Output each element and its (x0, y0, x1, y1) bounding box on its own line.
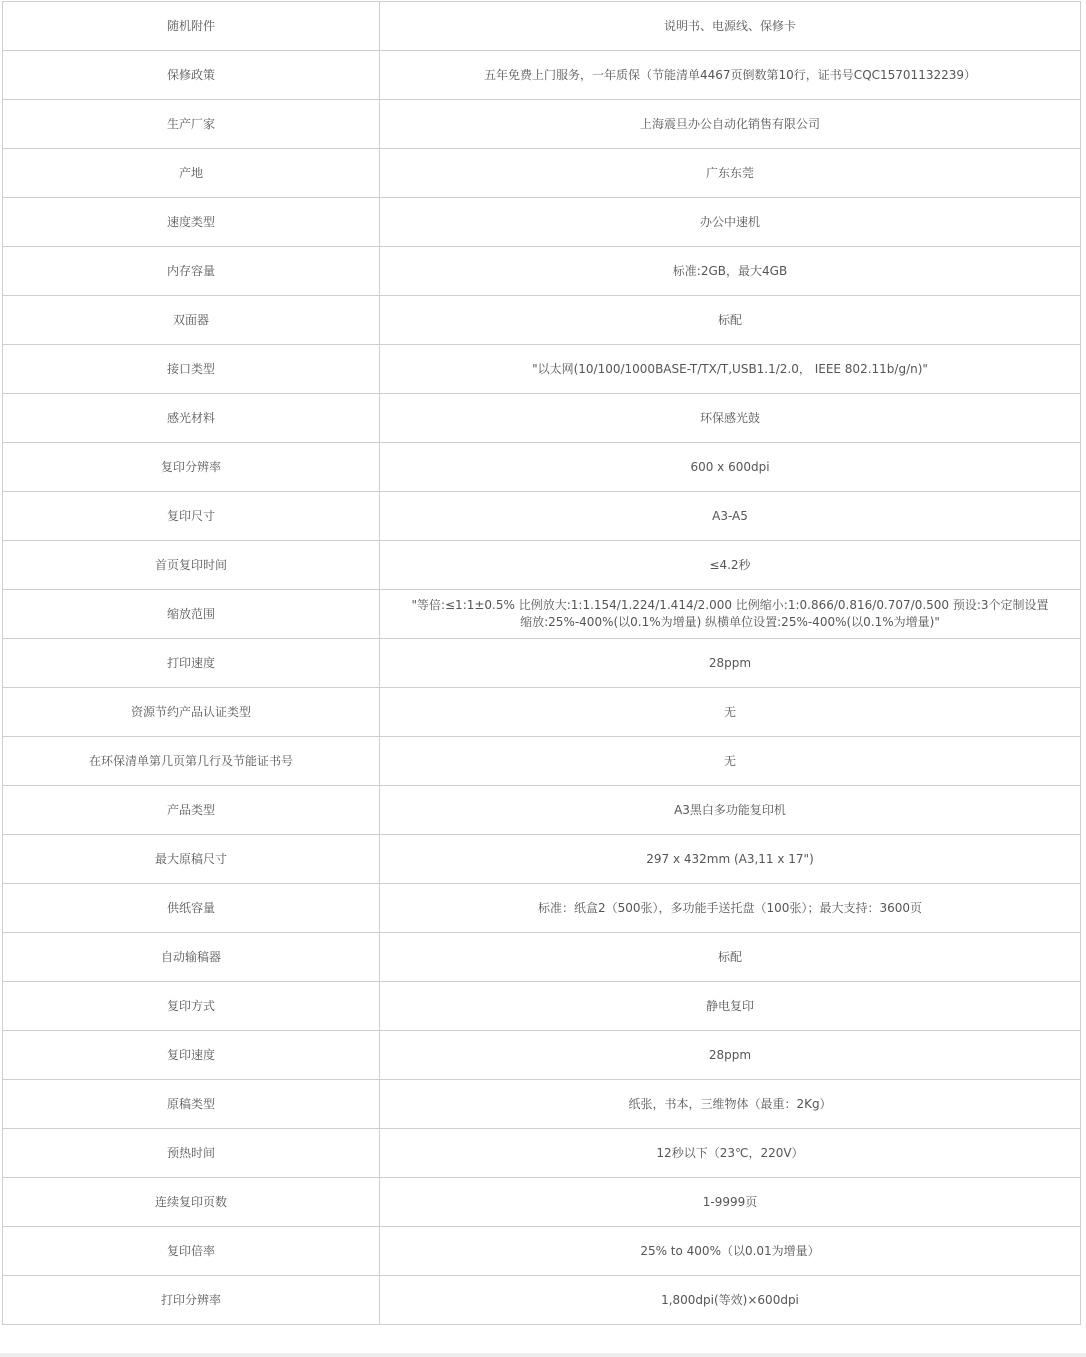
table-row (3, 933, 1081, 982)
spec-value: A3-A5 (380, 492, 1081, 541)
spec-value: 28ppm (380, 639, 1081, 688)
table-row (3, 639, 1081, 688)
spec-label: 自动输稿器 (3, 933, 380, 982)
spec-label: 双面器 (3, 296, 380, 345)
spec-label: 复印尺寸 (3, 492, 380, 541)
spec-value: ≤4.2秒 (380, 541, 1081, 590)
table-row (3, 247, 1081, 296)
spec-value: 28ppm (380, 1031, 1081, 1080)
spec-label: 预热时间 (3, 1129, 380, 1178)
spec-value: 上海震旦办公自动化销售有限公司 (380, 100, 1081, 149)
spec-label: 最大原稿尺寸 (3, 835, 380, 884)
table-row (3, 198, 1081, 247)
table-row (3, 443, 1081, 492)
spec-value: 纸张，书本，三维物体（最重：2Kg） (380, 1080, 1081, 1129)
table-row (3, 1031, 1081, 1080)
spec-table-body (3, 2, 1081, 1325)
table-row (3, 1080, 1081, 1129)
table-row (3, 688, 1081, 737)
spec-value: 说明书、电源线、保修卡 (380, 2, 1081, 51)
spec-label: 复印分辨率 (3, 443, 380, 492)
spec-value: 无 (380, 737, 1081, 786)
bottom-divider (0, 1353, 1086, 1357)
table-row (3, 492, 1081, 541)
spec-label: 随机附件 (3, 2, 380, 51)
spec-value: 标准:2GB，最大4GB (380, 247, 1081, 296)
table-row (3, 737, 1081, 786)
spec-value: 无 (380, 688, 1081, 737)
spec-value: 12秒以下（23℃，220V） (380, 1129, 1081, 1178)
spec-value: 1-9999页 (380, 1178, 1081, 1227)
table-row (3, 884, 1081, 933)
spec-label: 产品类型 (3, 786, 380, 835)
spec-value: 五年免费上门服务，一年质保（节能清单4467页倒数第10行，证书号CQC15701132239） (380, 51, 1081, 100)
spec-label: 原稿类型 (3, 1080, 380, 1129)
spec-label: 速度类型 (3, 198, 380, 247)
table-row (3, 982, 1081, 1031)
table-row (3, 394, 1081, 443)
spec-label: 产地 (3, 149, 380, 198)
spec-label: 供纸容量 (3, 884, 380, 933)
spec-label: 缩放范围 (3, 590, 380, 639)
spec-label: 首页复印时间 (3, 541, 380, 590)
spec-label: 在环保清单第几页第几行及节能证书号 (3, 737, 380, 786)
table-row (3, 590, 1081, 639)
table-row (3, 296, 1081, 345)
spec-value: "以太网(10/100/1000BASE-T/TX/T,USB1.1/2.0， IEEE 802.11b/g/n)" (380, 345, 1081, 394)
spec-value: 25% to 400%（以0.01为增量） (380, 1227, 1081, 1276)
spec-label: 复印速度 (3, 1031, 380, 1080)
spec-value: 广东东莞 (380, 149, 1081, 198)
table-row (3, 1227, 1081, 1276)
spec-value: 标配 (380, 296, 1081, 345)
table-row (3, 51, 1081, 100)
spec-value: 297 x 432mm (A3,11 x 17") (380, 835, 1081, 884)
table-row (3, 1129, 1081, 1178)
spec-label: 复印倍率 (3, 1227, 380, 1276)
spec-label: 连续复印页数 (3, 1178, 380, 1227)
spec-label: 打印速度 (3, 639, 380, 688)
spec-label: 生产厂家 (3, 100, 380, 149)
spec-value: 1,800dpi(等效)×600dpi (380, 1276, 1081, 1325)
spec-label: 接口类型 (3, 345, 380, 394)
spec-label: 打印分辨率 (3, 1276, 380, 1325)
spec-value: 静电复印 (380, 982, 1081, 1031)
table-row (3, 345, 1081, 394)
table-row (3, 2, 1081, 51)
spec-value: 标配 (380, 933, 1081, 982)
spec-value: A3黑白多功能复印机 (380, 786, 1081, 835)
table-row (3, 835, 1081, 884)
spec-table (2, 1, 1081, 1325)
table-row (3, 786, 1081, 835)
spec-value: 环保感光鼓 (380, 394, 1081, 443)
table-row (3, 541, 1081, 590)
table-row (3, 1178, 1081, 1227)
table-row (3, 100, 1081, 149)
spec-label: 保修政策 (3, 51, 380, 100)
spec-label: 复印方式 (3, 982, 380, 1031)
table-row (3, 149, 1081, 198)
spec-value: 600 x 600dpi (380, 443, 1081, 492)
spec-label: 感光材料 (3, 394, 380, 443)
spec-label: 内存容量 (3, 247, 380, 296)
spec-value: 标准：纸盒2（500张），多功能手送托盘（100张）；最大支持：3600页 (380, 884, 1081, 933)
spec-value: "等倍:≤1:1±0.5% 比例放大:1:1.154/1.224/1.414/2.000 比例缩小:1:0.866/0.816/0.707/0.500 预设:3个定制设置 缩放:25%-400%(以0.1%为增量) 纵横单位设置:25%-400%(以0.1%为增量)" (380, 590, 1081, 639)
table-row (3, 1276, 1081, 1325)
spec-label: 资源节约产品认证类型 (3, 688, 380, 737)
spec-value: 办公中速机 (380, 198, 1081, 247)
